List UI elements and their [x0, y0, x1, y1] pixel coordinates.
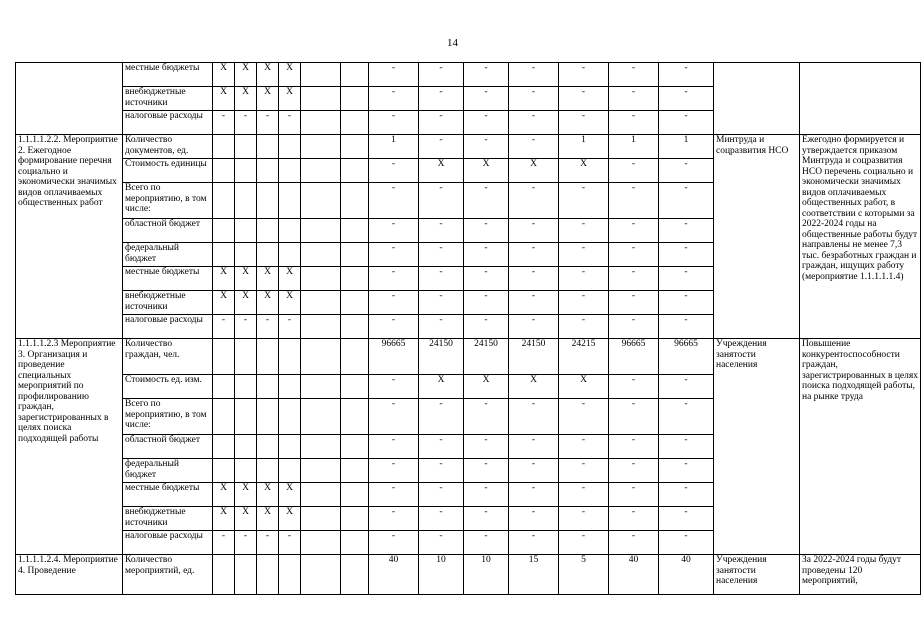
value-cell: -	[559, 507, 609, 531]
value-cell: -	[659, 219, 714, 243]
value-cell: -	[419, 459, 464, 483]
value-cell: -	[369, 399, 419, 435]
value-cell: -	[659, 375, 714, 399]
code-cell	[301, 531, 341, 555]
value-cell: 24150	[464, 339, 509, 375]
value-cell: -	[509, 435, 559, 459]
value-cell: -	[369, 507, 419, 531]
expected-result-cell: Ежегодно формируется и утверждается приказом Минтруда и соцразвития НСО перечень социально и экономически значимых видов оплачиваемых общественных работ, в соответствии с которыми за 2022-2024 годы на общественные работы будут направлены не менее 7,3 тыс. безработных граждан и граждан, ищущих работу (мероприятие 1.1.1.1.1.4)	[800, 135, 921, 339]
code-cell: X	[235, 483, 257, 507]
indicator-label-cell: областной бюджет	[123, 435, 213, 459]
spacer-cell	[341, 159, 369, 183]
value-cell: X	[419, 159, 464, 183]
code-cell	[257, 555, 279, 595]
value-cell: 1	[659, 135, 714, 159]
value-cell: -	[609, 435, 659, 459]
code-cell	[235, 243, 257, 267]
executor-cell	[714, 63, 800, 135]
code-cell	[213, 399, 235, 435]
value-cell: -	[609, 375, 659, 399]
value-cell: 10	[464, 555, 509, 595]
spacer-cell	[341, 375, 369, 399]
value-cell: -	[559, 219, 609, 243]
value-cell: 96665	[659, 339, 714, 375]
indicator-label-cell: Количество мероприятий, ед.	[123, 555, 213, 595]
value-cell: -	[509, 219, 559, 243]
code-cell: X	[235, 267, 257, 291]
spacer-cell	[341, 111, 369, 135]
value-cell: 24150	[509, 339, 559, 375]
spacer-cell	[341, 459, 369, 483]
value-cell: -	[659, 111, 714, 135]
value-cell: -	[609, 267, 659, 291]
code-cell: -	[257, 315, 279, 339]
value-cell: -	[659, 459, 714, 483]
value-cell: -	[509, 531, 559, 555]
value-cell: -	[464, 219, 509, 243]
value-cell: 24150	[419, 339, 464, 375]
value-cell: -	[509, 87, 559, 111]
value-cell: -	[419, 63, 464, 87]
activity-name-cell: 1.1.1.1.2.2. Мероприятие 2. Ежегодное формирование перечня социально и экономически значимых видов оплачиваемых общественных работ	[16, 135, 123, 339]
page-number: 14	[447, 37, 458, 49]
program-activities-table	[15, 62, 921, 595]
value-cell: -	[509, 507, 559, 531]
spacer-cell	[341, 135, 369, 159]
code-cell: X	[213, 483, 235, 507]
value-cell: 10	[419, 555, 464, 595]
code-cell: -	[213, 315, 235, 339]
value-cell: -	[464, 507, 509, 531]
value-cell: -	[609, 183, 659, 219]
value-cell: -	[509, 135, 559, 159]
value-cell: -	[419, 435, 464, 459]
code-cell	[301, 459, 341, 483]
code-cell	[279, 555, 301, 595]
value-cell: -	[419, 111, 464, 135]
spacer-cell	[341, 315, 369, 339]
value-cell: X	[419, 375, 464, 399]
value-cell: -	[559, 183, 609, 219]
code-cell	[301, 159, 341, 183]
executor-cell: Учреждения занятости населения	[714, 555, 800, 595]
code-cell	[257, 183, 279, 219]
code-cell	[279, 399, 301, 435]
code-cell: X	[235, 507, 257, 531]
value-cell: -	[559, 291, 609, 315]
value-cell: -	[464, 63, 509, 87]
value-cell: -	[464, 483, 509, 507]
code-cell	[301, 111, 341, 135]
value-cell: -	[464, 183, 509, 219]
code-cell	[279, 375, 301, 399]
code-cell	[279, 339, 301, 375]
indicator-label-cell: Всего по мероприятию, в том числе:	[123, 399, 213, 435]
value-cell: -	[419, 399, 464, 435]
value-cell: 15	[509, 555, 559, 595]
value-cell: -	[609, 459, 659, 483]
value-cell: -	[509, 291, 559, 315]
table-row	[16, 339, 921, 375]
code-cell	[301, 435, 341, 459]
code-cell	[301, 291, 341, 315]
code-cell: -	[235, 531, 257, 555]
code-cell	[301, 243, 341, 267]
spacer-cell	[341, 483, 369, 507]
indicator-label-cell: внебюджетные источники	[123, 291, 213, 315]
value-cell: -	[559, 111, 609, 135]
indicator-label-cell: Стоимость ед. изм.	[123, 375, 213, 399]
value-cell: -	[369, 63, 419, 87]
value-cell: X	[509, 375, 559, 399]
code-cell: -	[235, 315, 257, 339]
code-cell	[235, 339, 257, 375]
value-cell: -	[464, 531, 509, 555]
value-cell: 40	[609, 555, 659, 595]
value-cell: X	[464, 375, 509, 399]
code-cell	[257, 339, 279, 375]
code-cell: X	[235, 87, 257, 111]
value-cell: -	[559, 435, 609, 459]
code-cell: X	[213, 507, 235, 531]
code-cell: X	[279, 483, 301, 507]
value-cell: -	[464, 291, 509, 315]
value-cell: -	[609, 111, 659, 135]
code-cell	[213, 135, 235, 159]
value-cell: -	[659, 315, 714, 339]
value-cell: 24215	[559, 339, 609, 375]
value-cell: -	[559, 399, 609, 435]
value-cell: -	[559, 63, 609, 87]
indicator-label-cell: местные бюджеты	[123, 63, 213, 87]
value-cell: -	[609, 315, 659, 339]
expected-result-cell: Повышение конкурентоспособности граждан, зарегистрированных в целях поиска подходящей работы, на рынке труда	[800, 339, 921, 555]
code-cell	[279, 459, 301, 483]
code-cell	[301, 315, 341, 339]
activity-name-cell: 1.1.1.1.2.3 Мероприятие 3. Организация и проведение специальных мероприятий по профилированию граждан, зарегистрированных в целях поиска подходящей работы	[16, 339, 123, 555]
code-cell	[279, 135, 301, 159]
value-cell: 96665	[609, 339, 659, 375]
value-cell: -	[369, 531, 419, 555]
value-cell: -	[369, 267, 419, 291]
code-cell: -	[279, 531, 301, 555]
code-cell: X	[279, 507, 301, 531]
value-cell: -	[659, 399, 714, 435]
value-cell: -	[609, 483, 659, 507]
value-cell: -	[659, 63, 714, 87]
indicator-label-cell: налоговые расходы	[123, 315, 213, 339]
value-cell: -	[659, 507, 714, 531]
value-cell: -	[369, 435, 419, 459]
value-cell: -	[509, 111, 559, 135]
spacer-cell	[341, 243, 369, 267]
value-cell: -	[464, 267, 509, 291]
table-row	[16, 555, 921, 595]
expected-result-cell: За 2022-2024 годы будут проведены 120 мероприятий,	[800, 555, 921, 595]
code-cell	[279, 243, 301, 267]
activity-name-cell: 1.1.1.1.2.4. Мероприятие 4. Проведение	[16, 555, 123, 595]
indicator-label-cell: внебюджетные источники	[123, 507, 213, 531]
executor-cell: Учреждения занятости населения	[714, 339, 800, 555]
value-cell: -	[609, 399, 659, 435]
value-cell: -	[659, 291, 714, 315]
value-cell: -	[419, 291, 464, 315]
value-cell: -	[369, 87, 419, 111]
code-cell	[235, 183, 257, 219]
code-cell	[301, 63, 341, 87]
value-cell: -	[464, 111, 509, 135]
value-cell: -	[659, 531, 714, 555]
spacer-cell	[341, 219, 369, 243]
spacer-cell	[341, 531, 369, 555]
expected-result-cell	[800, 63, 921, 135]
value-cell: -	[509, 459, 559, 483]
value-cell: -	[659, 483, 714, 507]
code-cell: -	[279, 111, 301, 135]
code-cell	[235, 219, 257, 243]
code-cell	[301, 399, 341, 435]
value-cell: -	[509, 483, 559, 507]
code-cell	[235, 435, 257, 459]
indicator-label-cell: Количество документов, ед.	[123, 135, 213, 159]
code-cell	[213, 339, 235, 375]
code-cell	[301, 87, 341, 111]
code-cell: X	[279, 63, 301, 87]
indicator-label-cell: федеральный бюджет	[123, 459, 213, 483]
value-cell: -	[559, 243, 609, 267]
value-cell: -	[419, 243, 464, 267]
value-cell: -	[419, 483, 464, 507]
code-cell	[279, 183, 301, 219]
value-cell: -	[609, 63, 659, 87]
code-cell: X	[279, 267, 301, 291]
value-cell: -	[464, 87, 509, 111]
value-cell: -	[559, 87, 609, 111]
code-cell	[279, 435, 301, 459]
value-cell: 1	[369, 135, 419, 159]
value-cell: -	[609, 159, 659, 183]
code-cell	[301, 507, 341, 531]
spacer-cell	[341, 63, 369, 87]
code-cell	[213, 375, 235, 399]
value-cell: -	[464, 243, 509, 267]
value-cell: -	[369, 219, 419, 243]
code-cell	[257, 219, 279, 243]
spacer-cell	[341, 267, 369, 291]
value-cell: -	[659, 435, 714, 459]
value-cell: -	[464, 315, 509, 339]
value-cell: -	[369, 243, 419, 267]
code-cell	[213, 243, 235, 267]
value-cell: -	[509, 183, 559, 219]
value-cell: -	[559, 315, 609, 339]
value-cell: -	[419, 219, 464, 243]
code-cell: -	[257, 531, 279, 555]
value-cell: -	[464, 399, 509, 435]
code-cell: X	[257, 87, 279, 111]
value-cell: -	[419, 87, 464, 111]
value-cell: -	[369, 315, 419, 339]
value-cell: -	[659, 183, 714, 219]
value-cell: 40	[659, 555, 714, 595]
value-cell: -	[609, 291, 659, 315]
code-cell	[301, 339, 341, 375]
activity-name-cell	[16, 63, 123, 135]
value-cell: 96665	[369, 339, 419, 375]
code-cell	[235, 555, 257, 595]
value-cell: -	[464, 435, 509, 459]
code-cell: X	[213, 63, 235, 87]
code-cell	[235, 399, 257, 435]
executor-cell: Минтруда и соцразвития НСО	[714, 135, 800, 339]
value-cell: -	[659, 159, 714, 183]
code-cell	[213, 435, 235, 459]
value-cell: X	[509, 159, 559, 183]
code-cell	[257, 135, 279, 159]
value-cell: -	[609, 87, 659, 111]
indicator-label-cell: налоговые расходы	[123, 111, 213, 135]
value-cell: -	[559, 483, 609, 507]
value-cell: -	[419, 315, 464, 339]
code-cell	[301, 555, 341, 595]
code-cell: X	[257, 507, 279, 531]
value-cell: -	[419, 135, 464, 159]
code-cell: X	[257, 267, 279, 291]
code-cell: X	[257, 63, 279, 87]
code-cell	[235, 159, 257, 183]
code-cell	[257, 399, 279, 435]
code-cell: X	[213, 291, 235, 315]
code-cell	[301, 483, 341, 507]
code-cell	[301, 135, 341, 159]
code-cell	[235, 459, 257, 483]
code-cell	[213, 159, 235, 183]
value-cell: -	[419, 531, 464, 555]
value-cell: -	[609, 219, 659, 243]
code-cell: X	[213, 267, 235, 291]
code-cell	[257, 435, 279, 459]
code-cell: X	[279, 291, 301, 315]
value-cell: -	[464, 459, 509, 483]
value-cell: -	[609, 531, 659, 555]
value-cell: -	[464, 135, 509, 159]
value-cell: -	[509, 315, 559, 339]
code-cell: -	[213, 531, 235, 555]
value-cell: -	[609, 243, 659, 267]
value-cell: -	[369, 111, 419, 135]
spacer-cell	[341, 399, 369, 435]
code-cell: -	[279, 315, 301, 339]
value-cell: -	[369, 159, 419, 183]
value-cell: -	[509, 399, 559, 435]
code-cell: X	[257, 483, 279, 507]
indicator-label-cell: Стоимость единицы	[123, 159, 213, 183]
code-cell	[257, 243, 279, 267]
spacer-cell	[341, 87, 369, 111]
code-cell: -	[257, 111, 279, 135]
spacer-cell	[341, 291, 369, 315]
value-cell: -	[369, 183, 419, 219]
value-cell: -	[659, 267, 714, 291]
code-cell	[279, 159, 301, 183]
value-cell: -	[509, 243, 559, 267]
indicator-label-cell: внебюджетные источники	[123, 87, 213, 111]
value-cell: -	[419, 267, 464, 291]
code-cell: X	[257, 291, 279, 315]
code-cell	[257, 375, 279, 399]
indicator-label-cell: Количество граждан, чел.	[123, 339, 213, 375]
value-cell: X	[559, 375, 609, 399]
code-cell	[301, 219, 341, 243]
value-cell: -	[419, 183, 464, 219]
value-cell: -	[559, 267, 609, 291]
value-cell: -	[419, 507, 464, 531]
value-cell: -	[369, 483, 419, 507]
code-cell	[213, 219, 235, 243]
code-cell	[235, 375, 257, 399]
spacer-cell	[341, 339, 369, 375]
code-cell	[213, 459, 235, 483]
code-cell: -	[213, 111, 235, 135]
spacer-cell	[341, 507, 369, 531]
code-cell	[213, 183, 235, 219]
code-cell	[301, 375, 341, 399]
code-cell	[257, 159, 279, 183]
indicator-label-cell: федеральный бюджет	[123, 243, 213, 267]
code-cell	[257, 459, 279, 483]
spacer-cell	[341, 183, 369, 219]
code-cell: -	[235, 111, 257, 135]
indicator-label-cell: Всего по мероприятию, в том числе:	[123, 183, 213, 219]
spacer-cell	[341, 555, 369, 595]
spacer-cell	[341, 435, 369, 459]
code-cell: X	[213, 87, 235, 111]
code-cell	[235, 135, 257, 159]
code-cell	[301, 267, 341, 291]
value-cell: -	[369, 291, 419, 315]
code-cell: X	[235, 291, 257, 315]
value-cell: 40	[369, 555, 419, 595]
indicator-label-cell: местные бюджеты	[123, 267, 213, 291]
value-cell: 1	[609, 135, 659, 159]
code-cell: X	[279, 87, 301, 111]
code-cell: X	[235, 63, 257, 87]
value-cell: 5	[559, 555, 609, 595]
value-cell: 1	[559, 135, 609, 159]
value-cell: -	[559, 531, 609, 555]
table-row	[16, 63, 921, 87]
indicator-label-cell: налоговые расходы	[123, 531, 213, 555]
table-row	[16, 135, 921, 159]
value-cell: -	[369, 459, 419, 483]
code-cell	[279, 219, 301, 243]
value-cell: -	[659, 243, 714, 267]
value-cell: -	[369, 375, 419, 399]
value-cell: -	[509, 63, 559, 87]
value-cell: X	[464, 159, 509, 183]
indicator-label-cell: областной бюджет	[123, 219, 213, 243]
value-cell: -	[509, 267, 559, 291]
value-cell: -	[659, 87, 714, 111]
indicator-label-cell: местные бюджеты	[123, 483, 213, 507]
code-cell	[213, 555, 235, 595]
value-cell: -	[609, 507, 659, 531]
value-cell: -	[559, 459, 609, 483]
value-cell: X	[559, 159, 609, 183]
code-cell	[301, 183, 341, 219]
